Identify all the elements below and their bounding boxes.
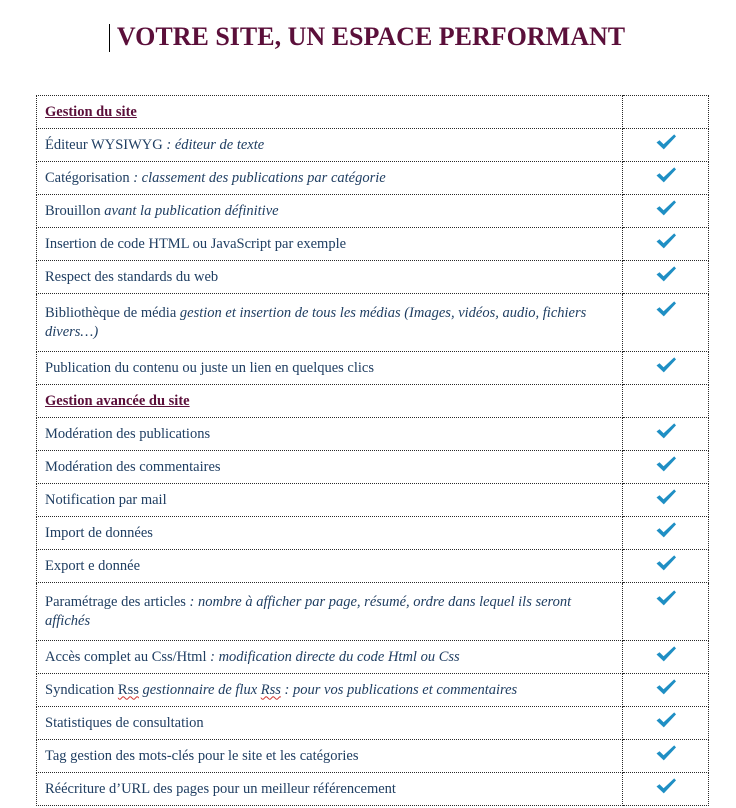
feature-row [37,162,709,195]
feature-note: : nombre à afficher par page, résumé, ordre dans lequel ils seront affichés [45,593,572,629]
feature-label: Notification par mail [45,491,167,508]
feature-note: avant la publication définitive [100,202,279,219]
check-cell [623,484,709,517]
check-cell [623,674,709,707]
feature-cell [37,674,623,707]
checkmark-icon [655,678,677,696]
feature-row [37,583,709,641]
check-cell [623,129,709,162]
checkmark-icon [655,265,677,283]
section-title: Gestion du site [37,96,623,129]
feature-row [37,129,709,162]
checkmark-icon [655,232,677,250]
feature-label: Catégorisation [45,169,130,186]
checkmark-icon [655,777,677,795]
feature-label: Respect des standards du web [45,268,219,285]
feature-label: Import de données [45,524,153,541]
feature-note: gestionnaire de flux Rss : pour vos publications et commentaires [138,681,518,698]
feature-row [37,352,709,385]
feature-cell [37,773,623,806]
check-cell [623,451,709,484]
feature-label: Brouillon [45,202,101,219]
section-check-cell-empty [623,385,709,418]
feature-row [37,261,709,294]
section-check-cell-empty [623,96,709,129]
checkmark-icon [655,356,677,374]
check-cell [623,641,709,674]
checkmark-icon [655,589,677,607]
checkmark-icon [655,166,677,184]
check-cell [623,352,709,385]
section-title: Gestion avancée du site [37,385,623,418]
checkmark-icon [655,744,677,762]
feature-cell [37,195,623,228]
check-cell [623,294,709,352]
feature-label: Publication du contenu ou juste un lien en quelques clics [45,359,375,376]
feature-cell [37,740,623,773]
checkmark-icon [655,521,677,539]
checkmark-icon [655,488,677,506]
feature-label: Paramétrage des articles [45,593,186,610]
feature-row [37,484,709,517]
feature-row [37,707,709,740]
feature-label: Réécriture d’URL des pages pour un meilleur référencement [45,780,396,797]
feature-row [37,228,709,261]
check-cell [623,550,709,583]
checkmark-icon [655,645,677,663]
check-cell [623,740,709,773]
feature-row [37,451,709,484]
checkmark-icon [655,422,677,440]
feature-cell [37,451,623,484]
checkmark-icon [655,711,677,729]
feature-note: gestion et insertion de tous les médias (Images, vidéos, audio, fichiers divers…) [45,304,587,340]
check-cell [623,162,709,195]
feature-label: Insertion de code HTML ou JavaScript par exemple [45,235,347,252]
feature-cell [37,129,623,162]
feature-cell [37,261,623,294]
feature-note: : modification directe du code Html ou Css [206,648,460,665]
check-cell [623,228,709,261]
feature-label: Accès complet au Css/Html [45,648,207,665]
feature-row [37,641,709,674]
check-cell [623,261,709,294]
checkmark-icon [655,199,677,217]
feature-row [37,674,709,707]
feature-note: : éditeur de texte [162,136,265,153]
feature-label: Bibliothèque de média [45,304,177,321]
feature-note: : classement des publications par catégorie [129,169,386,186]
features-table-body [37,96,709,806]
section-header-row [37,385,709,418]
feature-row [37,418,709,451]
feature-cell [37,228,623,261]
feature-cell [37,484,623,517]
feature-cell [37,517,623,550]
feature-cell [37,707,623,740]
feature-cell [37,294,623,352]
feature-row [37,773,709,806]
feature-cell [37,352,623,385]
feature-label: Éditeur WYSIWYG [45,136,163,153]
checkmark-icon [655,133,677,151]
feature-row [37,517,709,550]
feature-cell [37,641,623,674]
feature-label: Statistiques de consultation [45,714,204,731]
feature-cell [37,418,623,451]
check-cell [623,517,709,550]
check-cell [623,583,709,641]
section-header-row [37,96,709,129]
check-cell [623,195,709,228]
feature-cell [37,583,623,641]
feature-label: Modération des commentaires [45,458,221,475]
feature-label: Modération des publications [45,425,211,442]
check-cell [623,773,709,806]
check-cell [623,707,709,740]
checkmark-icon [655,554,677,572]
feature-label: Tag gestion des mots-clés pour le site et les catégories [45,747,359,764]
feature-cell [37,162,623,195]
check-cell [623,418,709,451]
checkmark-icon [655,300,677,318]
features-table [36,95,709,806]
feature-label: Export e donnée [45,557,141,574]
feature-cell [37,550,623,583]
feature-label: Syndication Rss [45,681,139,698]
feature-row [37,550,709,583]
feature-row [37,195,709,228]
checkmark-icon [655,455,677,473]
feature-row [37,740,709,773]
document-title: VOTRE SITE, UN ESPACE PERFORMANT [116,22,626,51]
feature-row [37,294,709,352]
